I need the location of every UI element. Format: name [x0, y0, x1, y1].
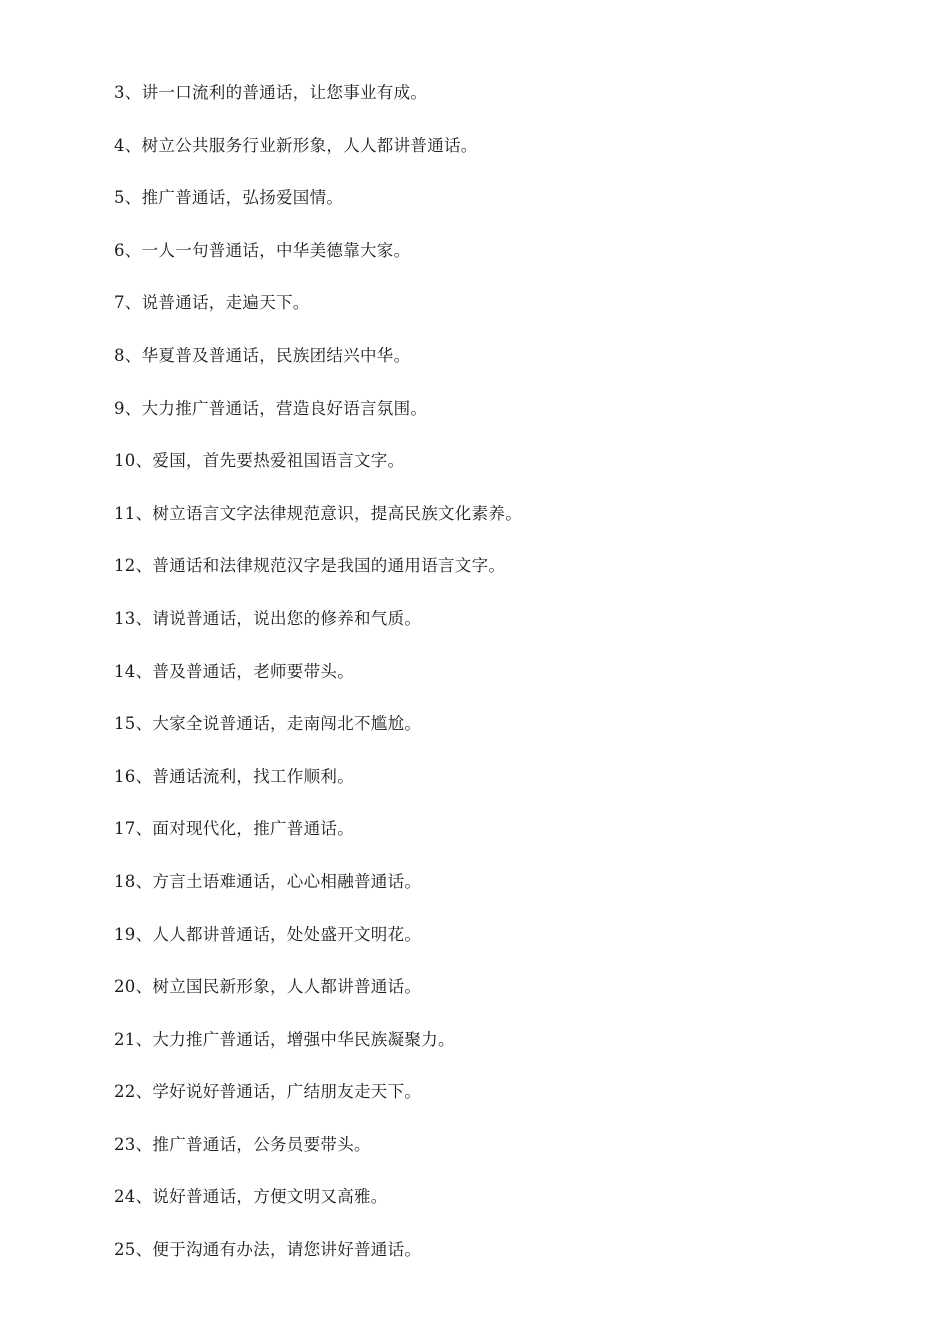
list-item: 12、普通话和法律规范汉字是我国的通用语言文字。 [114, 556, 506, 576]
list-item: 19、人人都讲普通话，处处盛开文明花。 [114, 924, 422, 944]
list-item: 9、大力推广普通话，营造良好语言氛围。 [114, 398, 428, 418]
list-item: 3、讲一口流利的普通话，让您事业有成。 [114, 83, 428, 102]
list-item: 11、树立语言文字法律规范意识，提高民族文化素养。 [114, 503, 522, 523]
list-item: 18、方言土语难通话，心心相融普通话。 [114, 871, 422, 891]
list-item: 20、树立国民新形象，人人都讲普通话。 [114, 977, 422, 997]
list-item: 10、爱国，首先要热爱祖国语言文字。 [114, 451, 405, 471]
list-item: 25、便于沟通有办法，请您讲好普通话。 [114, 1240, 422, 1260]
list-item: 14、普及普通话，老师要带头。 [114, 661, 354, 681]
list-item: 22、学好说好普通话，广结朋友走天下。 [114, 1082, 422, 1102]
list-item: 7、说普通话，走遍天下。 [114, 293, 310, 313]
list-item: 6、一人一句普通话，中华美德靠大家。 [114, 240, 411, 260]
list-item: 15、大家全说普通话，走南闯北不尴尬。 [114, 714, 422, 734]
list-item: 4、树立公共服务行业新形象，人人都讲普通话。 [114, 135, 478, 155]
list-item: 23、推广普通话，公务员要带头。 [114, 1134, 371, 1154]
list-item: 13、请说普通话，说出您的修养和气质。 [114, 608, 422, 628]
list-item: 21、大力推广普通话，增强中华民族凝聚力。 [114, 1029, 455, 1049]
list-item: 17、面对现代化，推广普通话。 [114, 819, 354, 839]
list-item: 16、普通话流利，找工作顺利。 [114, 766, 354, 786]
list-item: 5、推广普通话，弘扬爱国情。 [114, 188, 344, 208]
list-item: 24、说好普通话，方便文明又高雅。 [114, 1187, 388, 1207]
list-item: 8、华夏普及普通话，民族团结兴中华。 [114, 345, 411, 365]
slogan-list [114, 80, 522, 1290]
